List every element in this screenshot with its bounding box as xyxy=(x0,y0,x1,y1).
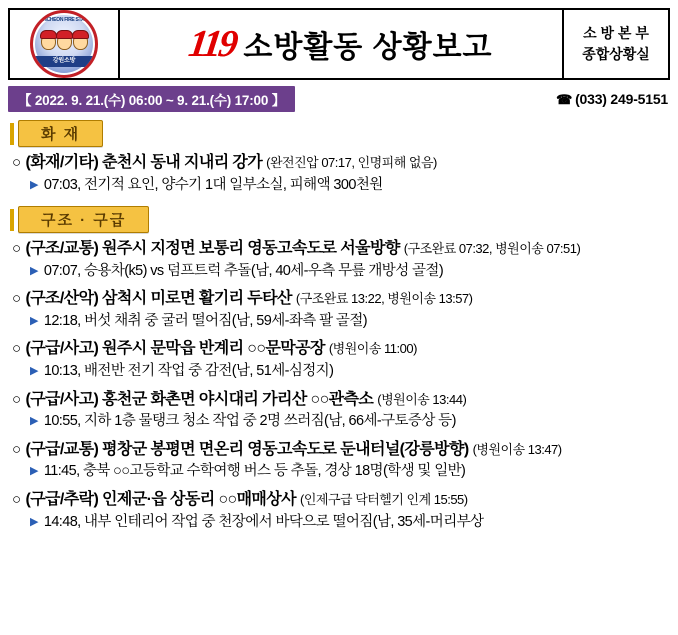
report-header xyxy=(8,8,670,80)
entry-title: (구급/추락) 인제군·읍 상동리 ○○매매상사 xyxy=(25,490,297,508)
section-accent-bar xyxy=(10,123,14,145)
triangle-bullet-icon: ▶ xyxy=(30,264,38,277)
phone-number: (033) 249-5151 xyxy=(575,90,668,107)
entry-title-row xyxy=(8,285,670,311)
entry-title-row xyxy=(8,335,670,361)
entry-title: (구급/교통) 평창군 봉평면 면온리 영동고속도로 둔내터널(강릉방향) xyxy=(25,440,469,458)
emblem-icon xyxy=(30,10,98,78)
entry-title: (구조/산악) 삼척시 미로면 활기리 두타산 xyxy=(25,290,292,308)
entry-title: (구급/사고) 홍천군 화촌면 야시대리 가리산 ○○관측소 xyxy=(25,390,374,408)
entry-note: (완전진압 07:17, 인명피해 없음) xyxy=(266,155,437,170)
entry-note: (병원이송 11:00) xyxy=(328,341,417,357)
department-label xyxy=(564,10,668,78)
section-accent-bar xyxy=(10,209,14,231)
report-entry xyxy=(8,149,670,198)
entry-detail: 11:45, 충북 ○○고등학교 수학여행 버스 등 추돌, 경상 18명(학생 및 일반) xyxy=(43,463,466,480)
entry-detail-row xyxy=(8,361,670,385)
entry-title-row xyxy=(8,486,670,512)
triangle-bullet-icon: ▶ xyxy=(30,314,38,327)
entry-detail-row xyxy=(8,261,670,285)
triangle-bullet-icon: ▶ xyxy=(30,515,38,528)
circle-bullet-icon: ○ xyxy=(12,240,21,258)
report-page xyxy=(0,8,678,635)
triangle-bullet-icon: ▶ xyxy=(30,178,38,191)
entry-title-row xyxy=(8,235,670,261)
report-entry xyxy=(8,235,670,284)
entry-title-row xyxy=(8,436,670,462)
report-title-area xyxy=(120,10,564,78)
section-header-fire xyxy=(10,120,678,147)
entry-note: (인제구급 닥터헬기 인계 15:55) xyxy=(300,491,468,507)
entry-detail: 14:48, 내부 인테리어 작업 중 천장에서 바닥으로 떨어짐(남, 35세-머리부상 xyxy=(43,513,484,530)
entry-detail: 07:03, 전기적 요인, 양수기 1대 일부소실, 피해액 300천원 xyxy=(43,176,383,193)
department-line-1: 소 방 본 부 xyxy=(583,25,649,41)
circle-bullet-icon: ○ xyxy=(12,490,21,508)
report-entry xyxy=(8,436,670,485)
emblem-firefighters-icon xyxy=(33,33,95,50)
circle-bullet-icon: ○ xyxy=(12,290,21,308)
entry-list-fire xyxy=(8,149,670,198)
circle-bullet-icon: ○ xyxy=(12,390,21,408)
entry-note: (병원이송 13:44) xyxy=(377,391,467,407)
triangle-bullet-icon: ▶ xyxy=(30,415,38,428)
report-entry xyxy=(8,486,670,535)
entry-title: (화재/기타) 춘천시 동내 지내리 강가 xyxy=(25,154,263,171)
entry-title: (구급/사고) 원주시 문막읍 반계리 ○○문막공장 xyxy=(25,340,325,358)
section-label-rescue: 구조 · 구급 xyxy=(18,206,149,233)
agency-emblem xyxy=(10,10,120,78)
entry-note: (구조완료 07:32, 병원이송 07:51) xyxy=(403,241,581,257)
department-line-2: 종합상황실 xyxy=(582,46,650,62)
entry-note: (구조완료 13:22, 병원이송 13:57) xyxy=(295,291,473,307)
circle-bullet-icon: ○ xyxy=(12,340,21,358)
circle-bullet-icon: ○ xyxy=(12,440,21,458)
circle-bullet-icon: ○ xyxy=(12,154,21,171)
entry-detail-row xyxy=(8,311,670,335)
entry-detail: 07:07, 승용차(k5) vs 덤프트럭 추돌(남, 40세-우측 무릎 개방성 골절) xyxy=(43,262,444,279)
logo-119: 119 xyxy=(186,23,239,65)
report-period: 【 2022. 9. 21.(수) 06:00 ~ 9. 21.(수) 17:00 】 xyxy=(8,86,295,112)
emblem-top-text: CHUNCHEON FIRE STATION xyxy=(33,17,95,23)
triangle-bullet-icon: ▶ xyxy=(30,365,38,378)
triangle-bullet-icon: ▶ xyxy=(30,465,38,478)
report-entry xyxy=(8,285,670,334)
entry-list-rescue xyxy=(8,235,670,535)
page-title: 소방활동 상황보고 xyxy=(243,31,493,64)
entry-detail-row xyxy=(8,461,670,485)
entry-detail-row xyxy=(8,512,670,536)
report-entry xyxy=(8,386,670,435)
entry-note: (병원이송 13:47) xyxy=(472,441,562,457)
period-bar xyxy=(8,86,670,112)
entry-detail: 10:13, 배전반 전기 작업 중 감전(남, 51세-심정지) xyxy=(43,363,334,380)
phone-icon: ☎ xyxy=(556,91,573,107)
report-entry xyxy=(8,335,670,384)
entry-detail: 10:55, 지하 1층 물탱크 청소 작업 중 2명 쓰러짐(남, 66세-구토증상 등) xyxy=(43,413,456,430)
entry-title: (구조/교통) 원주시 지정면 보통리 영동고속도로 서울방향 xyxy=(25,240,400,258)
emblem-band-text: 강원소방 xyxy=(33,56,95,67)
section-header-rescue xyxy=(10,206,678,233)
entry-detail-row xyxy=(8,175,670,199)
entry-detail: 12:18, 버섯 채취 중 굴러 떨어짐(남, 59세-좌측 팔 골절) xyxy=(43,312,367,329)
section-label-fire: 화 재 xyxy=(18,120,103,147)
entry-detail-row xyxy=(8,411,670,435)
contact-phone xyxy=(556,91,670,108)
entry-title-row xyxy=(8,386,670,412)
entry-title-row xyxy=(8,149,670,175)
